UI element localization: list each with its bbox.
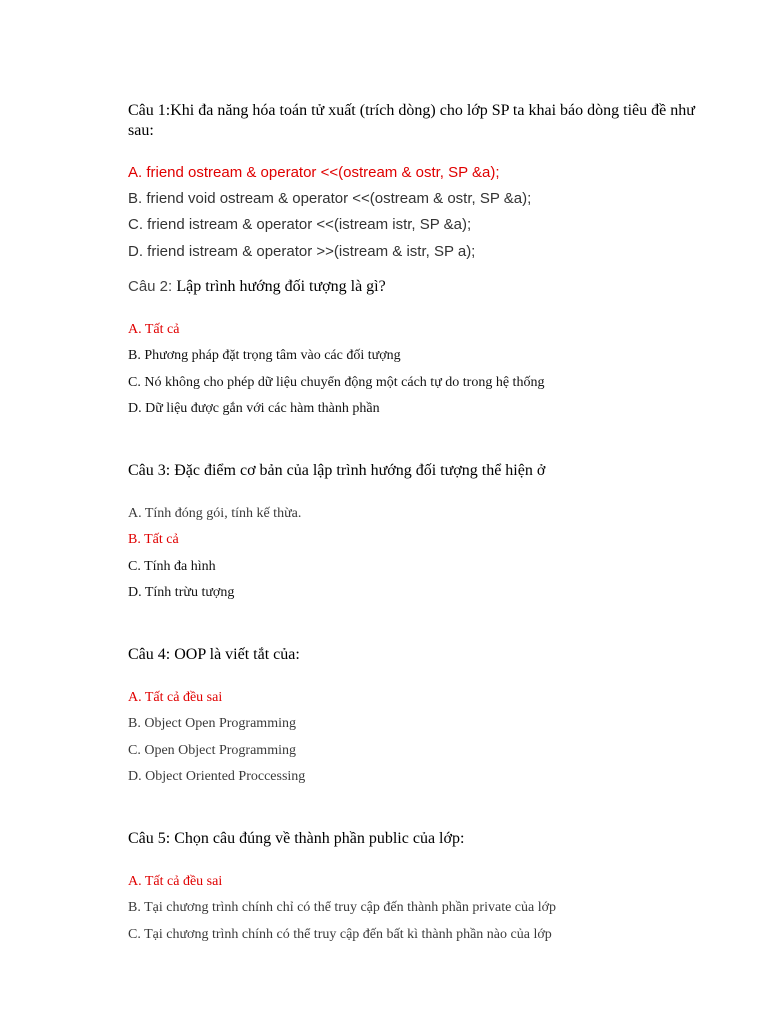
question-2 (128, 277, 708, 297)
question-5 (128, 829, 708, 849)
question-5-prefix: Câu 5: (128, 830, 175, 847)
question-1 (128, 101, 708, 141)
question-4 (128, 645, 708, 665)
question-3-text: Đặc điểm cơ bản của lập trình hướng đối tượng thể hiện ở (174, 462, 546, 479)
question-5-option-c: C. Tại chương trình chính có thể truy cập đến bất kì thành phần nào của lớp (128, 927, 552, 942)
question-1-option-d: D. friend istream & operator >>(istream & istr, SP a); (128, 243, 476, 260)
question-5-text: Chọn câu đúng về thành phần public của lớp: (174, 830, 465, 847)
question-3-option-d: D. Tính trừu tượng (128, 585, 235, 600)
question-4-option-d: D. Object Oriented Proccessing (128, 769, 306, 784)
question-1-option-b: B. friend void ostream & operator <<(ostream & ostr, SP &a); (128, 190, 532, 207)
question-3-prefix: Câu 3: (128, 462, 175, 479)
question-2-option-a: A. Tất cả (128, 322, 180, 337)
question-4-prefix: Câu 4: (128, 646, 175, 663)
question-2-option-b: B. Phương pháp đặt trọng tâm vào các đối tượng (128, 348, 401, 363)
question-2-option-c: C. Nó không cho phép dữ liệu chuyển động một cách tự do trong hệ thống (128, 375, 545, 390)
question-5-option-a: A. Tất cả đều sai (128, 874, 223, 889)
question-3-option-c: C. Tính đa hình (128, 559, 216, 574)
question-3 (128, 461, 708, 481)
question-1-option-c: C. friend istream & operator <<(istream istr, SP &a); (128, 216, 472, 233)
question-4-option-b: B. Object Open Programming (128, 716, 296, 731)
question-4-option-a: A. Tất cả đều sai (128, 690, 223, 705)
question-2-option-d: D. Dữ liệu được gắn với các hàm thành phần (128, 401, 380, 416)
question-2-prefix: Câu 2: (128, 278, 177, 295)
question-4-text: OOP là viết tắt của: (174, 646, 300, 663)
question-1-text: Khi đa năng hóa toán tử xuất (trích dòng) cho lớp SP ta khai báo dòng tiêu đề như sau: (128, 102, 695, 139)
question-4-option-c: C. Open Object Programming (128, 743, 296, 758)
question-3-option-a: A. Tính đóng gói, tính kế thừa. (128, 506, 302, 521)
question-5-option-b: B. Tại chương trình chính chỉ có thể truy cập đến thành phần private của lớp (128, 900, 557, 915)
question-3-option-b: B. Tất cả (128, 532, 179, 547)
question-1-prefix: Câu 1: (128, 102, 171, 119)
question-2-text: Lập trình hướng đối tượng là gì? (176, 278, 386, 295)
question-1-option-a: A. friend ostream & operator <<(ostream & ostr, SP &a); (128, 164, 500, 181)
